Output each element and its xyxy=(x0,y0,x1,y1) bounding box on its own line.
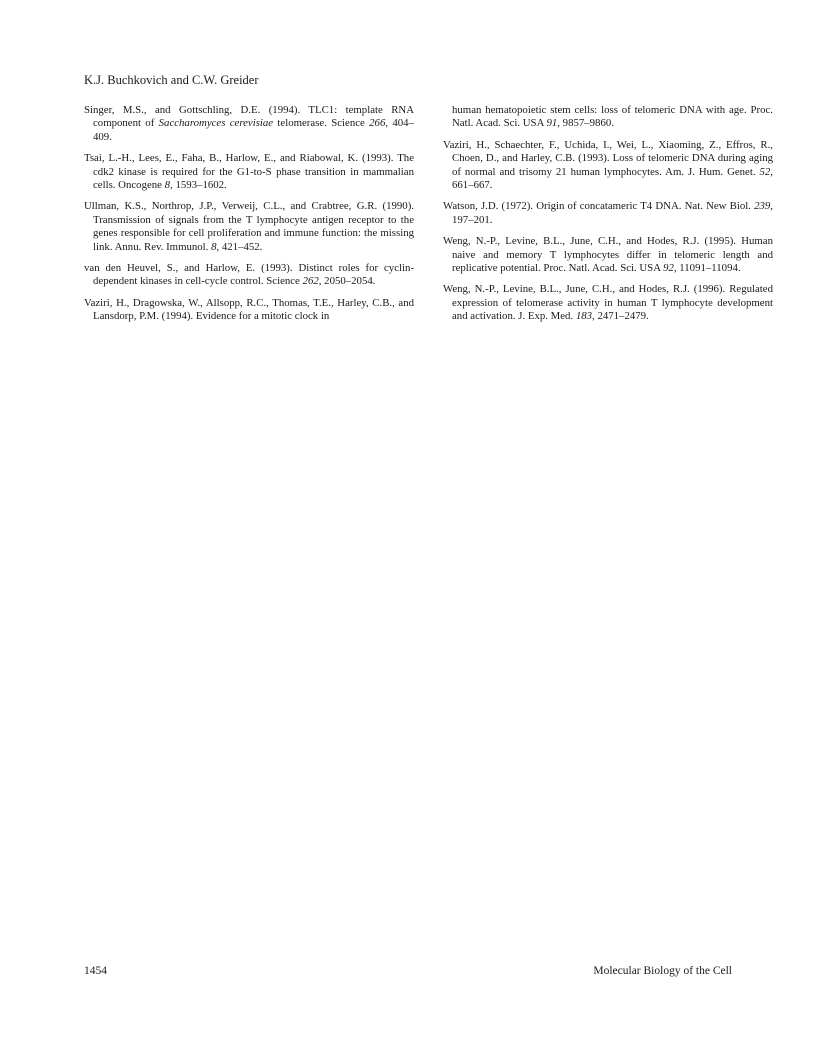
reference-entry: van den Heuvel, S., and Harlow, E. (1993). Distinct roles for cyclin-dependent kinases in cell-cycle control. Science 262, 2050–2054. xyxy=(84,262,414,288)
journal-name: Molecular Biology of the Cell xyxy=(593,965,732,977)
reference-entry-continued: human hematopoietic stem cells: loss of telomeric DNA with age. Proc. Natl. Acad. Sci. USA 91, 9857–9860. xyxy=(452,104,773,130)
reference-entry: Tsai, L.-H., Lees, E., Faha, B., Harlow, E., and Riabowal, K. (1993). The cdk2 kinase is required for the G1-to-S phase transition in mammalian cells. Oncogene 8, 1593–1602. xyxy=(84,152,414,192)
references-left-column xyxy=(84,104,414,332)
reference-entry: Weng, N.-P., Levine, B.L., June, C.H., and Hodes, R.J. (1996). Regulated expression of telomerase activity in human T lymphocyte development and activation. J. Exp. Med. 183, 2471–2479. xyxy=(443,283,773,323)
running-head-authors: K.J. Buchkovich and C.W. Greider xyxy=(84,73,259,87)
reference-entry: Weng, N.-P., Levine, B.L., June, C.H., and Hodes, R.J. (1995). Human naive and memory T lymphocytes differ in telomeric length and replicative potential. Proc. Natl. Acad. Sci. USA 92, 11091–11094. xyxy=(443,235,773,275)
references-right-column xyxy=(443,104,773,332)
reference-entry: Singer, M.S., and Gottschling, D.E. (1994). TLC1: template RNA component of Saccharomyces cerevisiae telomerase. Science 266, 404–409. xyxy=(84,104,414,143)
reference-entry: Vaziri, H., Dragowska, W., Allsopp, R.C., Thomas, T.E., Harley, C.B., and Lansdorp, P.M. (1994). Evidence for a mitotic clock in xyxy=(84,296,414,323)
reference-entry: Watson, J.D. (1972). Origin of concatameric T4 DNA. Nat. New Biol. 239, 197–201. xyxy=(443,200,773,226)
page-number: 1454 xyxy=(84,965,107,977)
reference-entry: Ullman, K.S., Northrop, J.P., Verweij, C.L., and Crabtree, G.R. (1990). Transmission of signals from the T lymphocyte antigen receptor to the genes responsible for cell proliferation and immune function: the missing link. Annu. Rev. Immunol. 8, 421–452. xyxy=(84,200,414,253)
reference-entry: Vaziri, H., Schaechter, F., Uchida, I., Wei, L., Xiaoming, Z., Effros, R., Choen, D., and Harley, C.B. (1993). Loss of telomeric DNA during aging of normal and trisomy 21 human lymphocytes. Am. J. Hum. Genet. 52, 661–667. xyxy=(443,138,773,192)
